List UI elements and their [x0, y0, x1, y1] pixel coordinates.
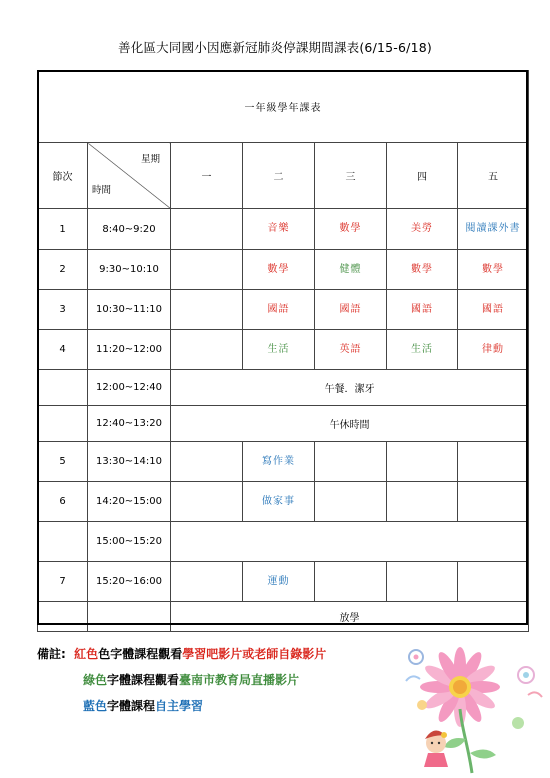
- note-red-keyword: 紅色: [74, 647, 99, 661]
- day-header-fri: 五: [458, 143, 529, 209]
- subject-cell: 運動: [243, 562, 315, 602]
- subject-cell: 國語: [243, 290, 315, 330]
- subject-cell: 數學: [387, 250, 458, 290]
- note-line-red: [37, 641, 397, 667]
- day-header-tue: 二: [243, 143, 315, 209]
- nap-span-cell: 午休時間: [171, 406, 529, 442]
- time-cell: 11:20~12:00: [88, 330, 171, 370]
- subject-cell: 英語: [315, 330, 387, 370]
- document-title: 善化區大同國小因應新冠肺炎停課期間課表(6/15-6/18): [118, 40, 432, 55]
- subject-cell: 國語: [387, 290, 458, 330]
- leaf-icon: [444, 738, 466, 748]
- period-cell: 2: [38, 250, 88, 290]
- day-header-thu: 四: [387, 143, 458, 209]
- subject-cell: 數學: [315, 209, 387, 250]
- notes-section: [37, 641, 397, 719]
- time-cell: 9:30~10:10: [88, 250, 171, 290]
- period-cell: 6: [38, 482, 88, 522]
- leaf-icon: [470, 749, 496, 758]
- girl-icon: [424, 730, 448, 767]
- note-green-keyword: 綠色: [83, 673, 108, 687]
- subject-cell: 律動: [458, 330, 529, 370]
- subject-cell: 國語: [315, 290, 387, 330]
- subject-cell: 寫作業: [243, 442, 315, 482]
- period-cell: 3: [38, 290, 88, 330]
- note-green-text: 字體課程觀看: [107, 673, 180, 687]
- note-red-text: 色字體課程觀看: [98, 647, 183, 661]
- note-blue-source: 自主學習: [155, 699, 204, 713]
- time-cell: 13:30~14:10: [88, 442, 171, 482]
- subject-cell: 生活: [387, 330, 458, 370]
- subject-cell: 閱讀課外書: [458, 209, 529, 250]
- note-blue-keyword: 藍色: [83, 699, 108, 713]
- note-blue-text: 字體課程: [107, 699, 156, 713]
- dismissal-span-cell: 放學: [171, 602, 529, 632]
- time-cell: 15:20~16:00: [88, 562, 171, 602]
- note-line-green: [37, 667, 397, 693]
- header-period: 節次: [38, 143, 88, 209]
- lunch-span-cell: 午餐．潔牙: [171, 370, 529, 406]
- time-cell: 14:20~15:00: [88, 482, 171, 522]
- table-title: 一年級學年課表: [38, 71, 529, 143]
- period-cell: 7: [38, 562, 88, 602]
- time-cell: 10:30~11:10: [88, 290, 171, 330]
- day-header-wed: 三: [315, 143, 387, 209]
- subject-cell: 美勞: [387, 209, 458, 250]
- time-cell: 12:40~13:20: [88, 406, 171, 442]
- header-time-label: 時間: [92, 185, 112, 196]
- time-cell: 12:00~12:40: [88, 370, 171, 406]
- period-cell: 1: [38, 209, 88, 250]
- subject-cell: 做家事: [243, 482, 315, 522]
- time-cell: 15:00~15:20: [88, 522, 171, 562]
- period-cell: 4: [38, 330, 88, 370]
- subject-cell: 健體: [315, 250, 387, 290]
- subject-cell: 生活: [243, 330, 315, 370]
- time-cell: 8:40~9:20: [88, 209, 171, 250]
- subject-cell: 數學: [243, 250, 315, 290]
- period-cell: 5: [38, 442, 88, 482]
- note-red-source: 學習吧影片或老師自錄影片: [182, 647, 327, 661]
- flower-girl-illustration: [398, 635, 546, 775]
- subject-cell: 國語: [458, 290, 529, 330]
- note-green-source: 臺南市教育局直播影片: [179, 673, 300, 687]
- subject-cell: 音樂: [243, 209, 315, 250]
- table-outer-border: [37, 70, 528, 625]
- subject-cell: 數學: [458, 250, 529, 290]
- notes-label: 備註:: [37, 647, 66, 661]
- note-line-blue: [37, 693, 397, 719]
- day-header-mon: 一: [171, 143, 243, 209]
- header-week-label: 星期: [140, 154, 160, 165]
